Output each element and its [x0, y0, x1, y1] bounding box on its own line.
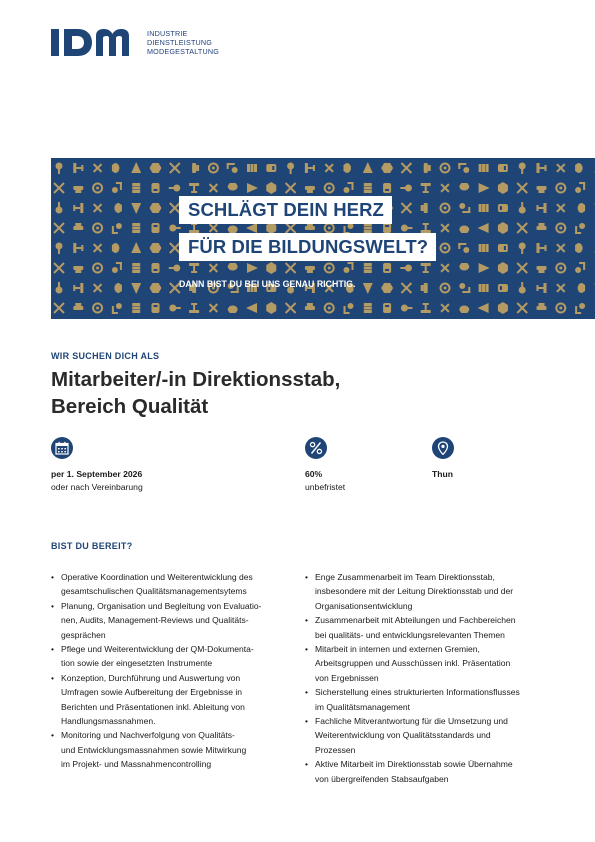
pattern-tool-glyph: [305, 303, 315, 310]
pattern-tool-glyph: [478, 303, 489, 313]
pattern-tool-glyph: [401, 305, 413, 312]
pattern-tool-glyph: [247, 164, 257, 172]
pattern-tool-glyph: [266, 262, 276, 274]
pattern-tool-glyph: [56, 202, 63, 214]
bullet-line: im Qualitätsmanagement: [315, 701, 411, 712]
pattern-tool-glyph: [73, 303, 83, 310]
location: Thun: [432, 469, 453, 479]
pattern-tool-glyph: [73, 266, 83, 273]
pattern-tool-glyph: [578, 203, 586, 213]
pattern-tool-glyph: [150, 283, 162, 293]
logo-line-2: DIENSTLEISTUNG: [147, 38, 213, 47]
pattern-tool-glyph: [325, 184, 334, 193]
pattern-tool-glyph: [441, 164, 450, 173]
pattern-tool-glyph: [266, 302, 276, 314]
pattern-tool-glyph: [93, 283, 102, 292]
bullet-line: Organisationsentwicklung: [315, 600, 413, 611]
pattern-tool-glyph: [56, 163, 63, 175]
bullet-line: Enge Zusammenarbeit im Team Direktionsstab,: [315, 572, 495, 582]
pattern-tool-glyph: [112, 163, 120, 173]
pattern-tool-glyph: [93, 243, 102, 252]
bullet-line: gesamtschulischen Qualitätsmanagementsytems: [61, 586, 247, 597]
pattern-tool-glyph: [479, 284, 489, 292]
pattern-tool-glyph: [228, 183, 238, 191]
pattern-tool-glyph: [246, 303, 257, 313]
pattern-tool-glyph: [247, 183, 258, 193]
pattern-tool-glyph: [112, 243, 120, 253]
pattern-tool-glyph: [286, 303, 296, 313]
pattern-tool-glyph: [209, 183, 218, 192]
hero-banner: [51, 158, 595, 319]
pattern-tool-glyph: [517, 263, 527, 273]
pattern-tool-glyph: [537, 283, 547, 293]
pattern-tool-glyph: [305, 163, 315, 173]
pattern-tool-glyph: [132, 303, 140, 313]
pattern-tool-glyph: [209, 263, 218, 272]
pattern-tool-glyph: [286, 223, 296, 233]
pattern-tool-glyph: [401, 203, 411, 213]
bullet-item: [305, 642, 567, 685]
pattern-tool-glyph: [192, 163, 199, 173]
pattern-tool-glyph: [401, 283, 411, 293]
pattern-tool-glyph: [363, 162, 373, 173]
pattern-tool-glyph: [575, 223, 585, 234]
pattern-tool-glyph: [519, 202, 526, 214]
calendar-icon: [51, 437, 73, 459]
bullet-item: [305, 570, 567, 613]
pattern-tool-glyph: [73, 283, 83, 293]
pattern-tool-glyph: [56, 243, 63, 255]
idm-logo-mark: [51, 28, 141, 58]
bullet-line: Konzeption, Durchführung und Auswertung von: [61, 672, 241, 683]
pattern-tool-glyph: [400, 265, 412, 272]
pattern-tool-glyph: [421, 183, 431, 193]
pattern-tool-glyph: [266, 164, 276, 172]
pattern-tool-glyph: [441, 244, 450, 253]
pattern-tool-glyph: [54, 223, 64, 233]
pattern-tool-glyph: [459, 263, 469, 271]
pattern-tool-glyph: [459, 226, 469, 234]
bullet-item: [51, 642, 291, 671]
start-date-note: oder nach Vereinbarung: [51, 482, 143, 492]
pattern-tool-glyph: [364, 183, 372, 193]
bullet-line: Operative Koordination und Weiterentwicklung des: [61, 572, 253, 582]
pattern-tool-glyph: [169, 225, 181, 232]
pattern-tool-glyph: [441, 204, 450, 213]
pattern-tool-glyph: [479, 164, 489, 172]
pattern-tool-glyph: [381, 283, 393, 293]
pattern-tool-glyph: [152, 263, 160, 273]
pattern-tool-glyph: [498, 222, 508, 234]
pattern-tool-glyph: [537, 223, 547, 230]
job-title-line-2: Bereich Qualität: [51, 395, 209, 418]
bullet-line: Mitarbeit in internen und externen Gremien,: [315, 644, 480, 655]
info-start-date: [51, 437, 143, 492]
logo-line-1: INDUSTRIE: [147, 29, 188, 38]
pattern-tool-glyph: [73, 186, 83, 193]
pattern-tool-glyph: [556, 163, 565, 172]
pattern-tool-glyph: [421, 283, 428, 293]
bullet-item: [305, 757, 567, 786]
pattern-tool-glyph: [169, 185, 181, 192]
job-kicker: WIR SUCHEN DICH ALS: [51, 351, 160, 361]
pattern-tool-glyph: [169, 265, 181, 272]
pattern-tool-glyph: [266, 182, 276, 194]
pattern-tool-glyph: [93, 184, 102, 193]
pattern-tool-glyph: [556, 264, 565, 273]
pattern-tool-glyph: [189, 183, 199, 193]
pattern-tool-glyph: [73, 163, 83, 173]
pattern-tool-glyph: [152, 183, 160, 193]
pattern-tool-glyph: [556, 224, 565, 233]
pattern-tool-glyph: [479, 263, 490, 273]
bullet-line: von übergreifenden Stabsaufgaben: [315, 773, 449, 784]
bullet-line: Sicherstellung eines strukturierten Informationsflusses: [315, 687, 520, 698]
bullet-item: [305, 714, 567, 757]
pattern-tool-glyph: [287, 163, 294, 175]
pattern-tool-glyph: [344, 262, 354, 273]
pattern-tool-glyph: [114, 283, 122, 293]
pattern-tool-glyph: [575, 243, 583, 253]
pattern-tool-glyph: [575, 182, 585, 193]
logo-line-3: MODEGESTALTUNG: [147, 47, 220, 56]
pattern-tool-glyph: [383, 303, 391, 313]
pattern-tool-glyph: [519, 243, 526, 255]
pattern-tool-glyph: [93, 224, 102, 233]
bullet-line: gesprächen: [61, 629, 106, 640]
pattern-tool-glyph: [73, 243, 83, 253]
job-title: [51, 366, 340, 420]
percent-icon: [305, 437, 327, 459]
pattern-tool-glyph: [54, 263, 64, 273]
pattern-tool-glyph: [459, 183, 469, 191]
bullet-item: [51, 671, 291, 729]
headline-line-2: FÜR DIE BILDUNGSWELT?: [179, 233, 436, 261]
pattern-tool-glyph: [247, 263, 258, 273]
info-workload: [305, 437, 345, 492]
pattern-tool-glyph: [400, 185, 412, 192]
pattern-tool-glyph: [440, 183, 449, 192]
pattern-tool-glyph: [286, 263, 296, 273]
pattern-tool-glyph: [537, 186, 547, 193]
pattern-tool-glyph: [305, 186, 315, 193]
pattern-tool-glyph: [112, 303, 122, 314]
pattern-tool-glyph: [131, 203, 141, 214]
bullet-line: bei qualitäts- und entwicklungsrelevanten Themen: [315, 629, 505, 640]
pattern-tool-glyph: [325, 264, 334, 273]
pattern-tool-glyph: [421, 303, 431, 313]
pattern-tool-glyph: [459, 283, 470, 293]
pattern-tool-glyph: [575, 262, 585, 273]
pattern-tool-glyph: [132, 223, 140, 233]
pattern-tool-glyph: [441, 284, 450, 293]
info-location: [432, 437, 454, 479]
bullet-line: insbesondere mit der Leitung Direktionsstab und der: [315, 586, 514, 597]
bullet-line: und Entwicklungsmassnahmen sowie Mitwirkung: [61, 744, 247, 755]
pattern-tool-glyph: [575, 163, 583, 173]
pattern-tool-glyph: [383, 223, 391, 233]
pattern-tool-glyph: [131, 242, 141, 253]
pattern-tool-glyph: [498, 244, 508, 252]
pattern-tool-glyph: [93, 203, 102, 212]
pattern-tool-glyph: [478, 223, 489, 233]
pattern-tool-glyph: [150, 203, 162, 213]
pattern-tool-glyph: [498, 262, 508, 274]
pattern-tool-glyph: [112, 182, 122, 193]
pattern-tool-glyph: [170, 163, 180, 173]
pattern-tool-glyph: [112, 262, 122, 273]
pattern-tool-glyph: [381, 163, 393, 173]
pattern-tool-glyph: [93, 264, 102, 273]
pattern-tool-glyph: [498, 204, 508, 212]
bullet-line: Weiterentwicklung von Qualitätsstandards und: [315, 730, 491, 741]
pattern-tool-glyph: [227, 163, 238, 173]
pattern-tool-glyph: [132, 183, 140, 193]
pattern-tool-glyph: [498, 302, 508, 314]
bullet-line: Arbeitsgruppen und Ausschüssen inkl. Präsentation: [315, 658, 511, 669]
bullet-line: Monitoring und Nachverfolgung von Qualitäts-: [61, 730, 235, 741]
pattern-tool-glyph: [424, 163, 431, 173]
pattern-tool-glyph: [517, 183, 527, 193]
pattern-tool-glyph: [325, 304, 334, 313]
job-title-line-1: Mitarbeiter/-in Direktionsstab,: [51, 368, 341, 391]
bullet-item: [305, 685, 567, 714]
bullet-line: Pflege und Weiterentwicklung der QM-Dokumenta-: [61, 644, 254, 655]
pattern-tool-glyph: [131, 283, 141, 294]
pattern-tool-glyph: [537, 303, 547, 310]
bullet-line: Fachliche Mitverantwortung für die Umsetzung und: [315, 716, 508, 727]
pattern-tool-glyph: [498, 182, 508, 194]
pattern-tool-glyph: [578, 283, 586, 293]
pattern-tool-glyph: [344, 303, 354, 314]
responsibilities-left: [51, 570, 291, 772]
pattern-tool-glyph: [556, 283, 565, 292]
pattern-tool-glyph: [344, 163, 352, 173]
responsibilities-right: [305, 570, 567, 786]
pattern-tool-glyph: [364, 303, 372, 313]
pattern-tool-glyph: [498, 284, 508, 292]
pattern-tool-glyph: [286, 183, 296, 193]
pattern-tool-glyph: [440, 223, 449, 232]
pattern-tool-glyph: [325, 163, 334, 172]
pattern-tool-glyph: [169, 305, 181, 312]
headline-line-1: SCHLÄGT DEIN HERZ: [179, 196, 392, 224]
pattern-tool-glyph: [73, 203, 83, 213]
pattern-tool-glyph: [537, 243, 547, 253]
pattern-tool-glyph: [556, 243, 565, 252]
bullet-line: im Projekt- und Massnahmencontrolling: [61, 759, 212, 770]
pattern-tool-glyph: [150, 243, 162, 253]
pattern-tool-glyph: [305, 266, 315, 273]
bullet-line: Prozessen: [315, 744, 356, 755]
pattern-tool-glyph: [383, 183, 391, 193]
pattern-tool-glyph: [440, 263, 449, 272]
pattern-tool-glyph: [209, 303, 218, 312]
pattern-tool-glyph: [517, 303, 527, 313]
pattern-tool-glyph: [114, 203, 122, 213]
pattern-tool-glyph: [575, 303, 585, 314]
bullet-line: tion sowie der eingesetzten Instrumente: [61, 658, 213, 669]
pattern-tool-glyph: [519, 282, 526, 294]
bullet-line: von Ergebnissen: [315, 672, 379, 683]
pattern-tool-glyph: [459, 306, 469, 314]
location-pin-icon: [432, 437, 454, 459]
pattern-tool-glyph: [209, 223, 218, 232]
pattern-tool-glyph: [458, 243, 469, 253]
pattern-tool-glyph: [93, 304, 102, 313]
bullet-item: [305, 613, 567, 642]
logo-subtitle: [147, 29, 219, 56]
pattern-tool-glyph: [228, 306, 238, 314]
pattern-tool-glyph: [517, 223, 527, 233]
pattern-tool-glyph: [537, 203, 547, 213]
start-date: per 1. September 2026: [51, 469, 143, 479]
pattern-tool-glyph: [56, 282, 63, 294]
pattern-tool-glyph: [459, 203, 470, 213]
section-heading: BIST DU BEREIT?: [51, 541, 133, 551]
pattern-tool-glyph: [479, 244, 489, 252]
pattern-tool-glyph: [131, 162, 141, 173]
pattern-tool-glyph: [401, 163, 411, 173]
pattern-tool-glyph: [189, 263, 199, 273]
pattern-tool-glyph: [421, 203, 428, 213]
pattern-tool-glyph: [54, 183, 64, 193]
pattern-tool-glyph: [383, 263, 391, 273]
pattern-tool-glyph: [458, 163, 469, 173]
pattern-tool-glyph: [556, 304, 565, 313]
pattern-tool-glyph: [305, 223, 315, 230]
pattern-tool-glyph: [537, 163, 547, 173]
pattern-tool-glyph: [150, 163, 162, 173]
pattern-tool-glyph: [519, 163, 526, 175]
pattern-tool-glyph: [228, 263, 238, 271]
pattern-tool-glyph: [421, 263, 431, 273]
banner-subline: DANN BIST DU BEI UNS GENAU RICHTIG.: [179, 279, 356, 289]
pattern-tool-glyph: [189, 223, 199, 233]
pattern-tool-glyph: [112, 223, 122, 234]
pattern-tool-glyph: [364, 263, 372, 273]
pattern-tool-glyph: [132, 263, 140, 273]
pattern-tool-glyph: [152, 303, 160, 313]
bullet-item: [51, 728, 291, 771]
bullet-line: Planung, Organisation und Begleitung von Evaluatio-: [61, 600, 262, 611]
bullet-line: Zusammenarbeit mit Abteilungen und Fachbereichen: [315, 615, 516, 626]
workload: 60%: [305, 469, 323, 479]
bullet-line: Umfragen sowie Aufbereitung der Ergebnisse in: [61, 687, 243, 698]
pattern-tool-glyph: [54, 303, 64, 313]
pattern-tool-glyph: [440, 303, 449, 312]
pattern-tool-glyph: [556, 203, 565, 212]
pattern-tool-glyph: [479, 204, 489, 212]
pattern-tool-glyph: [556, 184, 565, 193]
pattern-tool-glyph: [479, 183, 490, 193]
bullet-line: nen, Audits, Management-Reviews und Qualitäts-: [61, 615, 249, 626]
bullet-item: [51, 599, 291, 642]
bullet-item: [51, 570, 291, 599]
pattern-tool-glyph: [228, 226, 238, 234]
pattern-tool-glyph: [189, 303, 199, 313]
pattern-tool-glyph: [421, 223, 431, 233]
pattern-tool-glyph: [93, 163, 102, 172]
pattern-tool-glyph: [246, 223, 257, 233]
pattern-tool-glyph: [537, 266, 547, 273]
bullet-line: Berichten und Präsentationen inkl. Ableitung von: [61, 701, 245, 712]
pattern-tool-glyph: [363, 283, 373, 294]
pattern-tool-glyph: [344, 182, 354, 193]
pattern-tool-glyph: [364, 223, 372, 233]
pattern-tool-glyph: [73, 223, 83, 230]
pattern-tool-glyph: [401, 225, 413, 232]
contract-type: unbefristet: [305, 482, 346, 492]
pattern-tool-glyph: [325, 224, 334, 233]
bullet-line: Handlungsmassnahmen.: [61, 716, 156, 727]
pattern-tool-glyph: [498, 164, 508, 172]
pattern-tool-glyph: [209, 164, 218, 173]
pattern-tool-glyph: [152, 223, 160, 233]
bullet-line: Aktive Mitarbeit im Direktionsstab sowie Übernahme: [315, 759, 513, 770]
